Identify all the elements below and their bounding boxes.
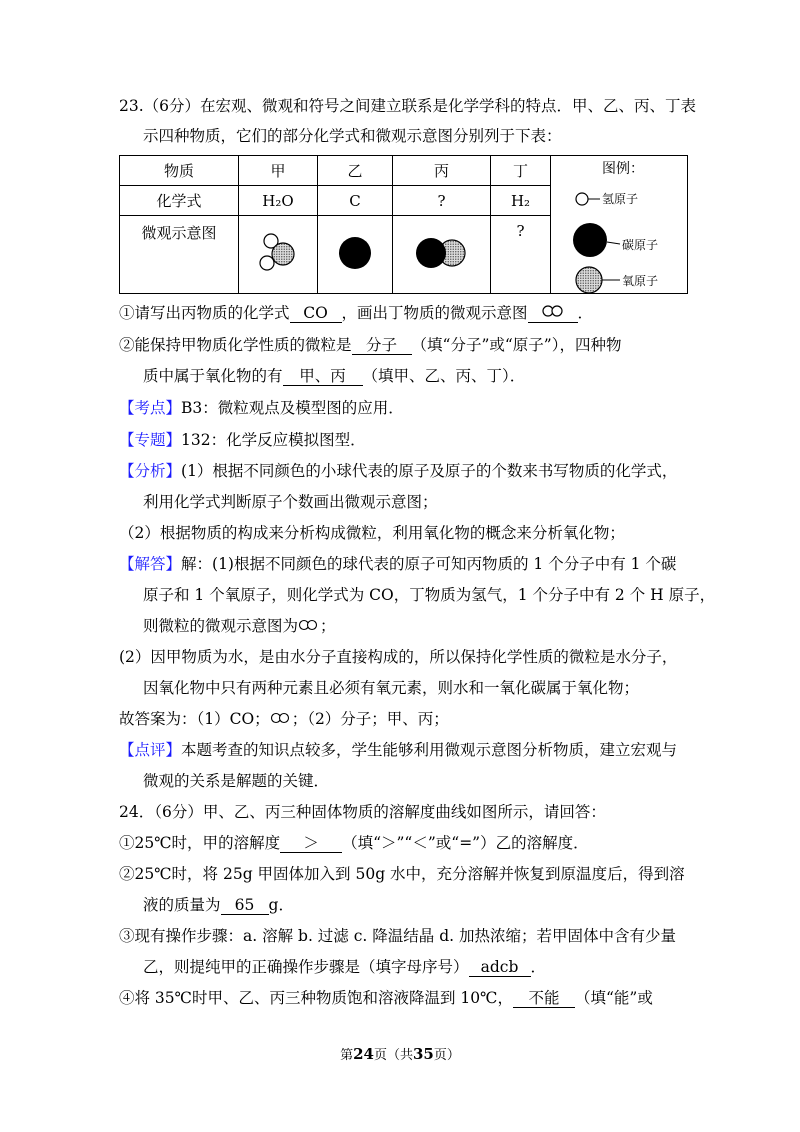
formula-ding: H₂ (491, 186, 551, 216)
fenxi-line3: （2）根据物质的构成来分析构成微粒，利用氧化物的概念来分析氧化物； (119, 524, 625, 542)
h2-molecule-icon (270, 712, 292, 724)
jieda-line1: 【解答】解：(1)根据不同颜色的球代表的原子可知丙物质的 1 个分子中有 1 个碳 (119, 555, 677, 573)
dianping-line1: 【点评】本题考查的知识点较多，学生能够利用微观示意图分析物质，建立宏观与 (119, 741, 678, 759)
legend-hydrogen-label: 氢原子 (602, 192, 639, 206)
formula-bing: ? (393, 186, 491, 216)
diagram-ding: ? (491, 216, 551, 294)
page-total: 35 (413, 1045, 434, 1063)
formula-jia: H₂O (239, 186, 318, 216)
table-row-formula-label: 化学式 (120, 186, 239, 216)
zhuanti-tag: 【专题】 (119, 431, 182, 449)
answer-co: CO (290, 304, 342, 323)
answer-cannot: 不能 (513, 989, 575, 1008)
legend-hydrogen (572, 188, 682, 210)
legend-oxygen (572, 262, 682, 298)
water-molecule-icon (248, 223, 308, 283)
table-header-bing: 丙 (393, 156, 491, 186)
q24-header: 24．（6分）甲、乙、丙三种固体物质的溶解度曲线如图所示，请回答： (119, 803, 606, 821)
q24-sub2-line1: ②25℃时，将 25g 甲固体加入到 50g 水中，充分溶解并恢复到原温度后，得到溶 (119, 865, 685, 883)
q23-sub1: ①请写出丙物质的化学式 CO ，画出丁物质的微观示意图 ． (119, 304, 594, 322)
jieda-line5: 因氧化物中只有两种元素且必须有氧元素，则水和一氧化碳属于氧化物； (143, 679, 640, 697)
h2-molecule-icon (298, 619, 320, 631)
diagram-bing (393, 216, 491, 294)
carbon-atom-icon (330, 228, 380, 278)
legend-carbon (572, 220, 682, 260)
q23-header-line2: 示四种物质，它们的部分化学式和微观示意图分别列于下表： (143, 127, 562, 145)
dianping-line2: 微观的关系是解题的关键． (143, 772, 330, 790)
answer-h2-diagram (528, 304, 578, 323)
answer-molecule: 分子 (352, 336, 412, 355)
table-header-jia: 甲 (239, 156, 318, 186)
jieda-line3: 则微粒的微观示意图为 ； (143, 617, 336, 635)
page-footer: 第24页（共35页） (340, 1045, 460, 1063)
zhuanti: 【专题】132：化学反应模拟图型． (119, 431, 366, 449)
q23-sub2-line2: 质中属于氧化物的有 甲、丙 （填甲、乙、丙、丁）． (143, 367, 526, 385)
table-header-yi: 乙 (318, 156, 393, 186)
table-header-substance: 物质 (120, 156, 239, 186)
co-molecule-icon (407, 228, 477, 278)
diagram-jia (239, 216, 318, 294)
fenxi-line2: 利用化学式判断原子个数画出微观示意图； (143, 493, 438, 511)
q24-sub2-line2: 液的质量为 65 g． (143, 896, 294, 914)
answer-summary: 故答案为：（1）CO； ；（2）分子；甲、丙； (119, 710, 449, 728)
q24-sub3-line1: ③现有操作步骤：a. 溶解 b. 过滤 c. 降温结晶 d. 加热浓缩；若甲固体中含有少量 (119, 927, 676, 945)
jieda-line2: 原子和 1 个氧原子，则化学式为 CO，丁物质为氢气，1 个分子中有 2 个 H 原子， (143, 586, 716, 604)
legend-title: 图例： (602, 161, 644, 177)
answer-65: 65 (221, 896, 269, 915)
q24-sub1: ①25℃时，甲的溶解度 ＞ （填“＞”“＜”或“=”）乙的溶解度． (119, 834, 589, 852)
legend-oxygen-label: 氧原子 (622, 274, 659, 288)
page-number: 24 (353, 1045, 374, 1063)
diagram-yi (318, 216, 393, 294)
fenxi-tag: 【分析】 (119, 462, 182, 480)
answer-oxides: 甲、丙 (283, 367, 363, 386)
table-row-diagram-label: 微观示意图 (120, 216, 239, 294)
fenxi-line1: 【分析】(1）根据不同颜色的小球代表的原子及原子的个数来书写物质的化学式， (119, 462, 678, 480)
q24-sub4-line1: ④将 35℃时甲、乙、丙三种物质饱和溶液降温到 10℃， 不能 （填“能”或 (119, 989, 653, 1007)
answer-adcb: adcb (469, 958, 531, 977)
q24-sub3-line2: 乙，则提纯甲的正确操作步骤是（填字母序号） adcb ． (143, 958, 547, 976)
q23-header-line1: 23.（6分）在宏观、微观和符号之间建立联系是化学学科的特点．甲、乙、丙、丁表 (119, 97, 697, 115)
q23-sub2-line1: ②能保持甲物质化学性质的微粒是 分子 （填“分子”或“原子”），四种物 (119, 336, 622, 354)
legend (560, 158, 680, 298)
legend-carbon-label: 碳原子 (622, 238, 659, 252)
dianping-tag: 【点评】 (119, 741, 182, 759)
jieda-line4: (2）因甲物质为水，是由水分子直接构成的，所以保持化学性质的微粒是水分子， (119, 648, 678, 666)
formula-yi: C (318, 186, 393, 216)
kaodian-tag: 【考点】 (119, 399, 182, 417)
answer-gt: ＞ (280, 834, 342, 853)
jieda-tag: 【解答】 (119, 555, 182, 573)
table-header-ding: 丁 (491, 156, 551, 186)
kaodian: 【考点】B3：微粒观点及模型图的应用． (119, 399, 404, 417)
h2-molecule-icon (540, 304, 566, 318)
